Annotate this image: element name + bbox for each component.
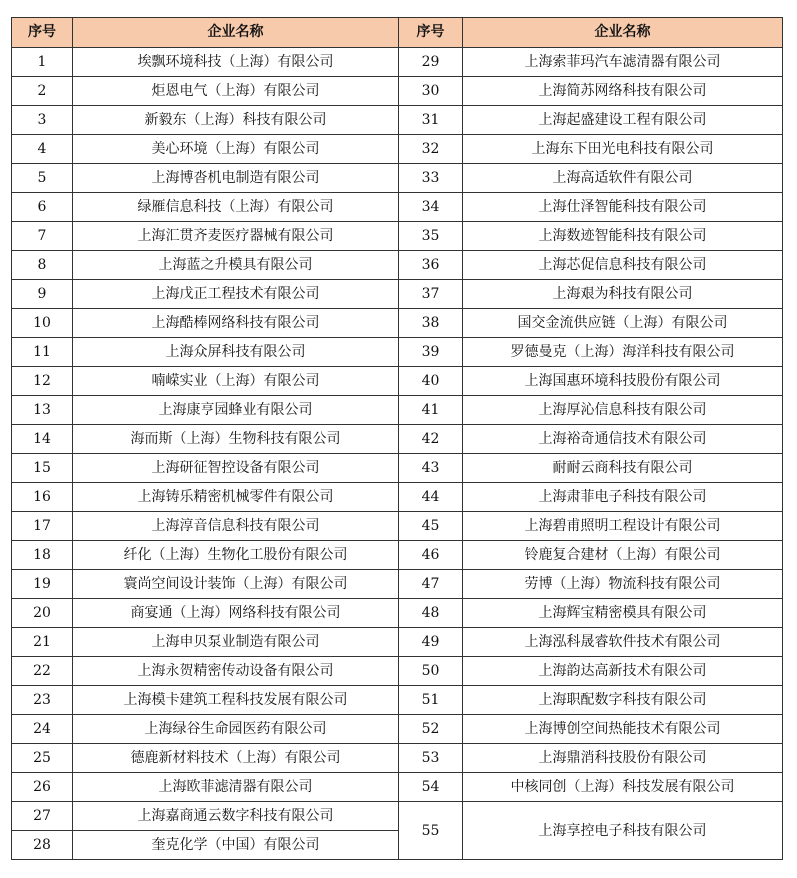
company-name-right: 上海韵达高新技术有限公司 xyxy=(463,657,783,686)
row-index-right: 40 xyxy=(399,367,463,396)
table-row xyxy=(12,135,783,164)
company-name-right: 国交金流供应链（上海）有限公司 xyxy=(463,309,783,338)
table-row xyxy=(12,657,783,686)
table-row xyxy=(12,222,783,251)
company-name-right: 上海博创空间热能技术有限公司 xyxy=(463,715,783,744)
row-index-right: 41 xyxy=(399,396,463,425)
table-row xyxy=(12,744,783,773)
company-name-left: 绿雁信息科技（上海）有限公司 xyxy=(73,193,399,222)
row-index-right: 51 xyxy=(399,686,463,715)
company-name-left: 纤化（上海）生物化工股份有限公司 xyxy=(73,541,399,570)
row-index-left: 2 xyxy=(12,77,73,106)
header-name-left: 企业名称 xyxy=(73,18,399,48)
company-name-right: 劳博（上海）物流科技有限公司 xyxy=(463,570,783,599)
row-index-left: 23 xyxy=(12,686,73,715)
company-name-right: 上海碧甫照明工程设计有限公司 xyxy=(463,512,783,541)
table-row xyxy=(12,193,783,222)
row-index-right: 52 xyxy=(399,715,463,744)
company-name-left: 上海博沓机电制造有限公司 xyxy=(73,164,399,193)
company-name-right: 上海起盛建设工程有限公司 xyxy=(463,106,783,135)
row-index-left: 28 xyxy=(12,831,73,860)
table-row xyxy=(12,280,783,309)
table-row xyxy=(12,251,783,280)
row-index-right: 42 xyxy=(399,425,463,454)
table-row xyxy=(12,541,783,570)
row-index-right: 49 xyxy=(399,628,463,657)
company-name-left: 上海申贝泵业制造有限公司 xyxy=(73,628,399,657)
row-index-right: 54 xyxy=(399,773,463,802)
row-index-right: 38 xyxy=(399,309,463,338)
company-name-right: 上海东下田光电科技有限公司 xyxy=(463,135,783,164)
company-name-left: 德鹿新材料技术（上海）有限公司 xyxy=(73,744,399,773)
table-row xyxy=(12,309,783,338)
company-name-right: 上海数迹智能科技有限公司 xyxy=(463,222,783,251)
company-name-right: 上海裕奇通信技术有限公司 xyxy=(463,425,783,454)
company-name-right: 中核同创（上海）科技发展有限公司 xyxy=(463,773,783,802)
table-row xyxy=(12,628,783,657)
company-name-left: 寰尚空间设计装饰（上海）有限公司 xyxy=(73,570,399,599)
company-name-left: 上海永贺精密传动设备有限公司 xyxy=(73,657,399,686)
table-row xyxy=(12,483,783,512)
company-name-right: 铃鹿复合建材（上海）有限公司 xyxy=(463,541,783,570)
row-index-left: 27 xyxy=(12,802,73,831)
row-index-right: 34 xyxy=(399,193,463,222)
row-index-right: 29 xyxy=(399,48,463,77)
company-name-left: 炬恩电气（上海）有限公司 xyxy=(73,77,399,106)
row-index-left: 19 xyxy=(12,570,73,599)
table-row xyxy=(12,164,783,193)
company-table xyxy=(11,17,783,860)
row-index-left: 22 xyxy=(12,657,73,686)
company-name-right: 耐耐云商科技有限公司 xyxy=(463,454,783,483)
company-name-right: 上海泓科晟睿软件技术有限公司 xyxy=(463,628,783,657)
table-row xyxy=(12,686,783,715)
row-index-left: 20 xyxy=(12,599,73,628)
table-row xyxy=(12,599,783,628)
row-index-right: 35 xyxy=(399,222,463,251)
company-name-right: 上海国惠环境科技股份有限公司 xyxy=(463,367,783,396)
company-name-left: 奎克化学（中国）有限公司 xyxy=(73,831,399,860)
table-row xyxy=(12,570,783,599)
row-index-left: 5 xyxy=(12,164,73,193)
company-name-left: 上海戊正工程技术有限公司 xyxy=(73,280,399,309)
row-index-left: 21 xyxy=(12,628,73,657)
company-name-left: 上海淳音信息科技有限公司 xyxy=(73,512,399,541)
company-name-left: 上海康亨园蜂业有限公司 xyxy=(73,396,399,425)
header-name-right: 企业名称 xyxy=(463,18,783,48)
row-index-left: 6 xyxy=(12,193,73,222)
table-row xyxy=(12,512,783,541)
table-row xyxy=(12,106,783,135)
row-index-right: 53 xyxy=(399,744,463,773)
company-name-right: 上海职配数字科技有限公司 xyxy=(463,686,783,715)
company-name-left: 商宴通（上海）网络科技有限公司 xyxy=(73,599,399,628)
company-name-left: 上海绿谷生命园医药有限公司 xyxy=(73,715,399,744)
table-row xyxy=(12,425,783,454)
table-row xyxy=(12,802,783,831)
row-index-left: 17 xyxy=(12,512,73,541)
company-name-left: 上海蓝之升模具有限公司 xyxy=(73,251,399,280)
row-index-left: 7 xyxy=(12,222,73,251)
row-index-right: 31 xyxy=(399,106,463,135)
row-index-right: 36 xyxy=(399,251,463,280)
company-name-left: 上海汇贯齐麦医疗器械有限公司 xyxy=(73,222,399,251)
header-index-right: 序号 xyxy=(399,18,463,48)
company-name-left: 上海嘉商通云数字科技有限公司 xyxy=(73,802,399,831)
row-index-right: 37 xyxy=(399,280,463,309)
company-name-left: 上海模卡建筑工程科技发展有限公司 xyxy=(73,686,399,715)
company-name-right: 罗德曼克（上海）海洋科技有限公司 xyxy=(463,338,783,367)
table-row xyxy=(12,48,783,77)
company-name-left: 美心环境（上海）有限公司 xyxy=(73,135,399,164)
company-name-right: 上海简苏网络科技有限公司 xyxy=(463,77,783,106)
company-name-right: 上海厚沁信息科技有限公司 xyxy=(463,396,783,425)
table-row xyxy=(12,396,783,425)
company-name-right: 上海鼎消科技股份有限公司 xyxy=(463,744,783,773)
row-index-right: 55 xyxy=(399,802,463,860)
row-index-right: 30 xyxy=(399,77,463,106)
company-name-left: 上海欧菲滤清器有限公司 xyxy=(73,773,399,802)
row-index-left: 10 xyxy=(12,309,73,338)
table-row xyxy=(12,773,783,802)
company-name-left: 海而斯（上海）生物科技有限公司 xyxy=(73,425,399,454)
company-name-right: 上海高适软件有限公司 xyxy=(463,164,783,193)
row-index-left: 24 xyxy=(12,715,73,744)
row-index-left: 18 xyxy=(12,541,73,570)
row-index-right: 50 xyxy=(399,657,463,686)
table-row xyxy=(12,454,783,483)
row-index-left: 11 xyxy=(12,338,73,367)
row-index-right: 46 xyxy=(399,541,463,570)
company-name-left: 埃飘环境科技（上海）有限公司 xyxy=(73,48,399,77)
row-index-left: 13 xyxy=(12,396,73,425)
company-name-right: 上海艰为科技有限公司 xyxy=(463,280,783,309)
row-index-left: 26 xyxy=(12,773,73,802)
row-index-right: 32 xyxy=(399,135,463,164)
company-name-left: 上海酷棒网络科技有限公司 xyxy=(73,309,399,338)
row-index-left: 12 xyxy=(12,367,73,396)
row-index-left: 8 xyxy=(12,251,73,280)
row-index-right: 47 xyxy=(399,570,463,599)
table-row xyxy=(12,338,783,367)
table-body xyxy=(12,48,783,860)
row-index-left: 9 xyxy=(12,280,73,309)
company-name-right: 上海肃菲电子科技有限公司 xyxy=(463,483,783,512)
company-name-right: 上海辉宝精密模具有限公司 xyxy=(463,599,783,628)
company-name-right: 上海享控电子科技有限公司 xyxy=(463,802,783,860)
row-index-right: 39 xyxy=(399,338,463,367)
row-index-right: 33 xyxy=(399,164,463,193)
company-name-left: 上海研征智控设备有限公司 xyxy=(73,454,399,483)
row-index-left: 15 xyxy=(12,454,73,483)
row-index-left: 3 xyxy=(12,106,73,135)
row-index-left: 1 xyxy=(12,48,73,77)
company-name-right: 上海芯促信息科技有限公司 xyxy=(463,251,783,280)
table-row xyxy=(12,77,783,106)
header-row xyxy=(12,18,783,48)
row-index-left: 16 xyxy=(12,483,73,512)
company-name-left: 新毅东（上海）科技有限公司 xyxy=(73,106,399,135)
company-name-right: 上海仕泽智能科技有限公司 xyxy=(463,193,783,222)
row-index-right: 44 xyxy=(399,483,463,512)
table-row xyxy=(12,367,783,396)
row-index-left: 14 xyxy=(12,425,73,454)
header-index-left: 序号 xyxy=(12,18,73,48)
row-index-right: 45 xyxy=(399,512,463,541)
company-name-left: 上海铸乐精密机械零件有限公司 xyxy=(73,483,399,512)
row-index-left: 4 xyxy=(12,135,73,164)
row-index-right: 43 xyxy=(399,454,463,483)
row-index-left: 25 xyxy=(12,744,73,773)
row-index-right: 48 xyxy=(399,599,463,628)
company-name-right: 上海索菲玛汽车滤清器有限公司 xyxy=(463,48,783,77)
company-name-left: 喃嵘实业（上海）有限公司 xyxy=(73,367,399,396)
table-row xyxy=(12,715,783,744)
company-name-left: 上海众屏科技有限公司 xyxy=(73,338,399,367)
